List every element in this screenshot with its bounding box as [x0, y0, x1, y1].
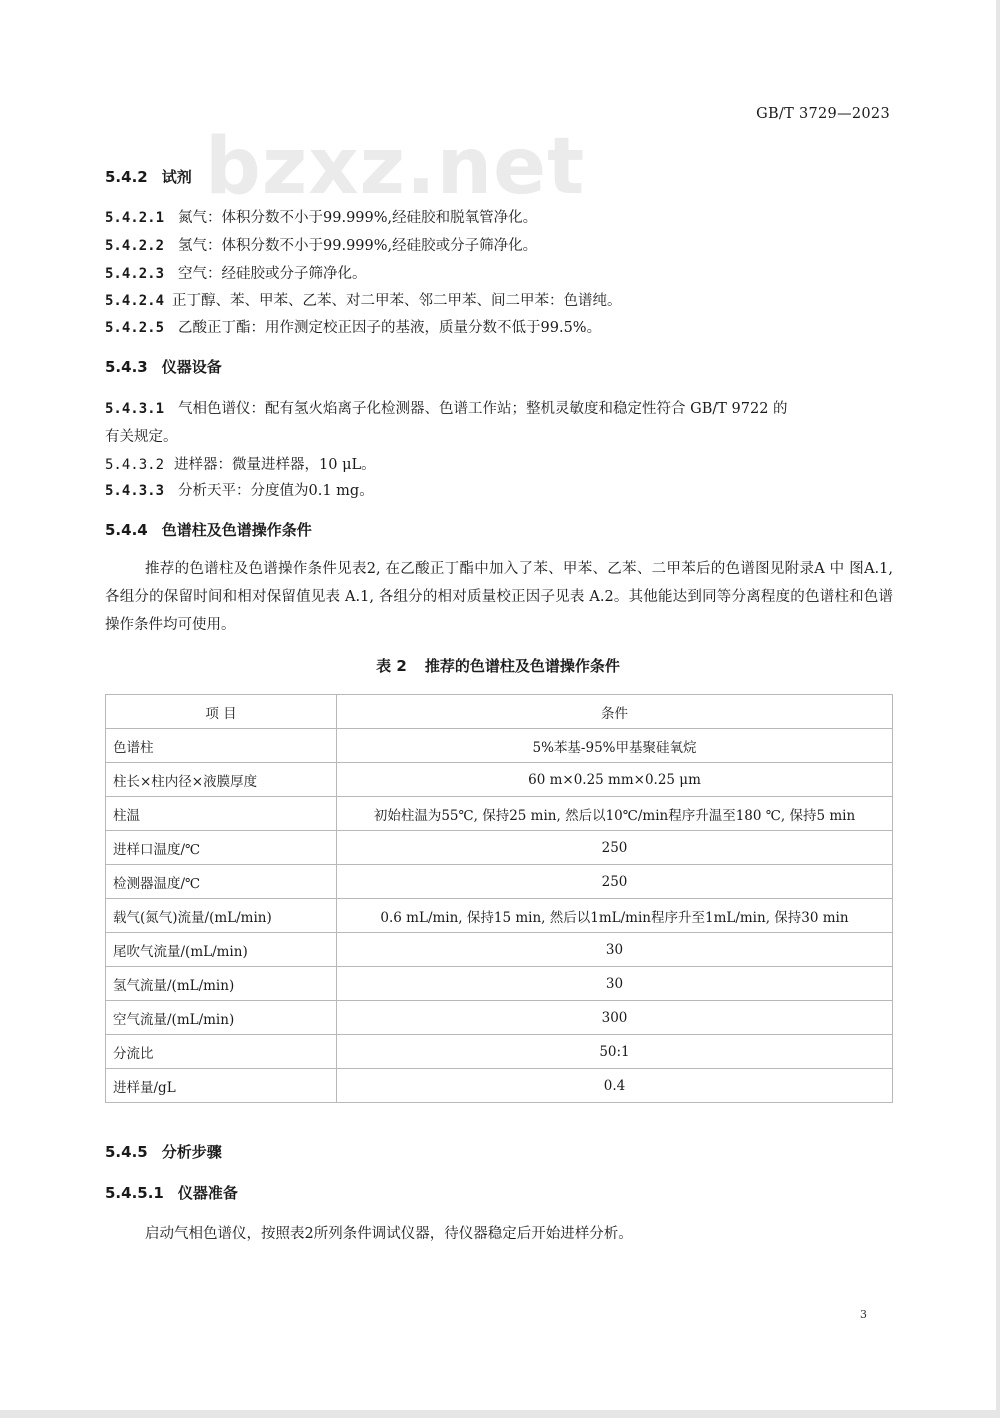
clause-5-4-2-4: 5.4.2.4 正丁醇、苯、甲苯、乙苯、对二甲苯、邻二甲苯、间二甲苯：色谱纯。 [105, 293, 622, 309]
section-heading-5-4-5: 5.4.5 分析步骤 [105, 1143, 222, 1161]
clause-5-4-2-2: 5.4.2.2 氢气：体积分数不小于99.999%,经硅胶或分子筛净化。 [105, 238, 538, 254]
table-row [106, 865, 893, 899]
table-row [106, 729, 893, 763]
section-5-4-5-1-paragraph: 启动气相色谱仪，按照表2所列条件调试仪器，待仪器稳定后开始进样分析。 [145, 1226, 633, 1242]
clause-5-4-2-1: 5.4.2.1 氮气：体积分数不小于99.999%,经硅胶和脱氧管净化。 [105, 210, 538, 226]
table-row [106, 933, 893, 967]
row-condition-value: 60 m×0.25 mm×0.25 μm [337, 763, 893, 797]
section-heading-5-4-2: 5.4.2 试剂 [105, 168, 192, 186]
section-heading-5-4-5-1: 5.4.5.1 仪器准备 [105, 1184, 238, 1202]
table-row [106, 831, 893, 865]
clause-5-4-3-1: 5.4.3.1 气相色谱仪：配有氢火焰离子化检测器、色谱工作站；整机灵敏度和稳定性符合 GB/T 9722 的 [105, 401, 788, 417]
row-condition-value: 300 [337, 1001, 893, 1035]
row-condition-value: 5%苯基-95%甲基聚硅氧烷 [337, 729, 893, 763]
table-title: 表 2 推荐的色谱柱及色谱操作条件 [376, 657, 620, 675]
row-condition-value: 50:1 [337, 1035, 893, 1069]
clause-5-4-3-1-continuation: 有关规定。 [105, 429, 178, 445]
row-item-label: 载气(氮气)流量/(mL/min) [106, 899, 337, 933]
page-number: 3 [860, 1308, 867, 1321]
conditions-table [105, 694, 893, 1103]
clause-5-4-2-3: 5.4.2.3 空气：经硅胶或分子筛净化。 [105, 266, 367, 282]
row-condition-value: 30 [337, 933, 893, 967]
table-row [106, 967, 893, 1001]
watermark: bzxz.net [205, 122, 586, 212]
row-condition-value: 0.4 [337, 1069, 893, 1103]
section-5-4-4-paragraph: 推荐的色谱柱及色谱操作条件见表2, 在乙酸正丁酯中加入了苯、甲苯、乙苯、二甲苯后的色谱图见附录A 中 图A.1, 各组分的保留时间和相对保留值见表 A.1, 各组分的相对质量校正因子见表 A.2。其他能达到同等分离程度的色谱柱和色谱操作条件均可使用。 [105, 561, 893, 633]
row-condition-value: 250 [337, 865, 893, 899]
standard-number: GB/T 3729—2023 [756, 106, 890, 122]
row-condition-value: 30 [337, 967, 893, 1001]
row-item-label: 分流比 [106, 1035, 337, 1069]
section-heading-5-4-4: 5.4.4 色谱柱及色谱操作条件 [105, 521, 312, 539]
header-item: 项 目 [106, 695, 337, 729]
table-row [106, 1069, 893, 1103]
row-condition-value: 初始柱温为55℃, 保持25 min, 然后以10℃/min程序升温至180 ℃, 保持5 min [337, 797, 893, 831]
row-condition-value: 0.6 mL/min, 保持15 min, 然后以1mL/min程序升至1mL/min, 保持30 min [337, 899, 893, 933]
table-row [106, 899, 893, 933]
row-item-label: 氢气流量/(mL/min) [106, 967, 337, 1001]
row-item-label: 空气流量/(mL/min) [106, 1001, 337, 1035]
header-condition: 条件 [337, 695, 893, 729]
clause-5-4-3-3: 5.4.3.3 分析天平：分度值为0.1 mg。 [105, 483, 374, 499]
table-row [106, 1001, 893, 1035]
clause-5-4-3-2: 5.4.3.2 进样器：微量进样器，10 μL。 [105, 457, 376, 473]
row-item-label: 尾吹气流量/(mL/min) [106, 933, 337, 967]
row-item-label: 色谱柱 [106, 729, 337, 763]
row-item-label: 柱温 [106, 797, 337, 831]
row-item-label: 柱长×柱内径×液膜厚度 [106, 763, 337, 797]
row-item-label: 检测器温度/℃ [106, 865, 337, 899]
row-condition-value: 250 [337, 831, 893, 865]
table-row [106, 1035, 893, 1069]
clause-5-4-2-5: 5.4.2.5 乙酸正丁酯：用作测定校正因子的基液，质量分数不低于99.5%。 [105, 320, 602, 336]
row-item-label: 进样量/gL [106, 1069, 337, 1103]
table-row [106, 763, 893, 797]
table-row [106, 797, 893, 831]
row-item-label: 进样口温度/℃ [106, 831, 337, 865]
section-heading-5-4-3: 5.4.3 仪器设备 [105, 358, 222, 376]
table-header-row [106, 695, 893, 729]
